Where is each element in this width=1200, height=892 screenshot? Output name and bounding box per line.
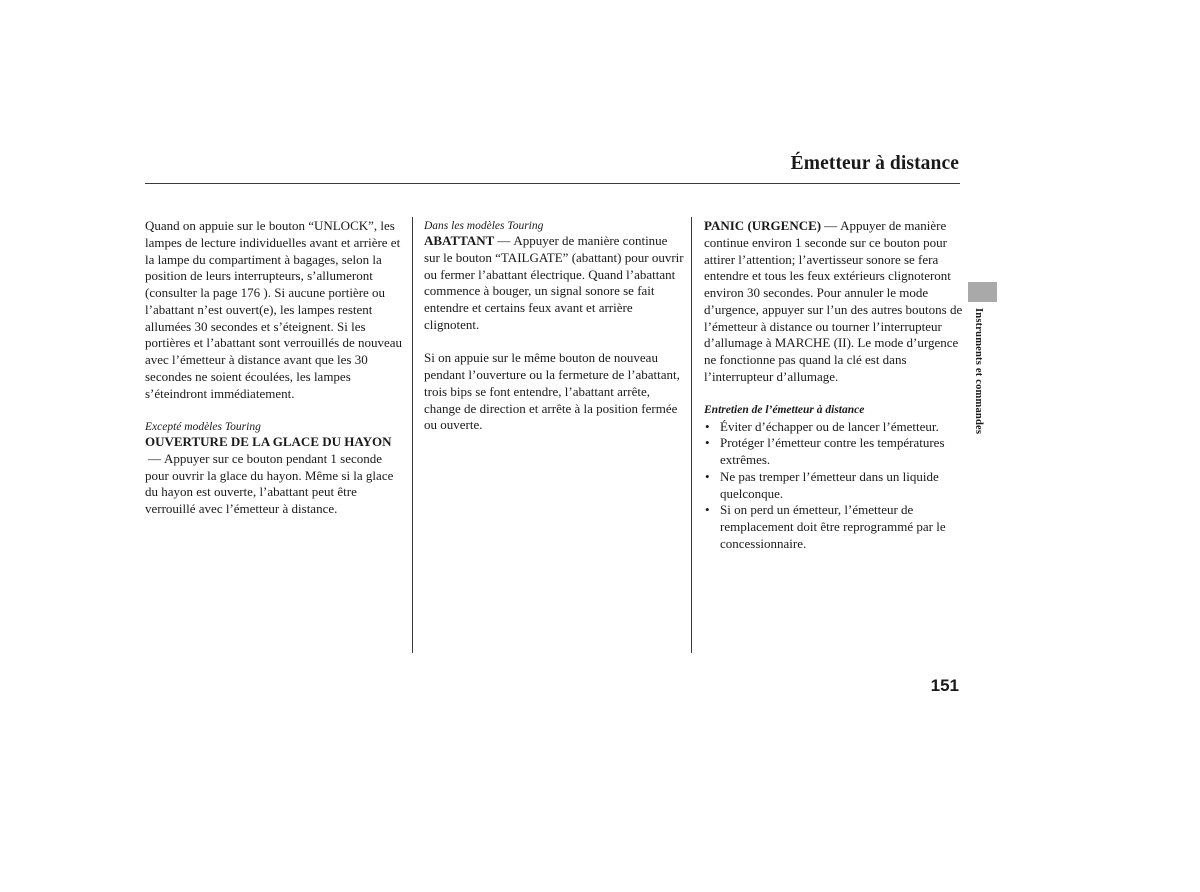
bullet-icon: • — [705, 468, 710, 484]
list-item — [704, 435, 966, 469]
panic-section — [704, 218, 966, 386]
em-dash: — — [148, 450, 161, 466]
model-caption-except-touring: Excepté modèles Touring — [145, 421, 261, 433]
paragraph-spacer — [145, 402, 407, 419]
tailgate-term: ABATTANT — [424, 233, 495, 248]
column-divider-1 — [412, 217, 413, 653]
panic-body: Appuyer de manière continue environ 1 seconde sur ce bouton pour attirer l’attention; l’avertisseur sonore se fera entendre et tous les feux extérieurs clignoteront environ 30 secondes. Pour annuler le mode d’urgence, appuyer sur l’un des autres boutons de l’émetteur à distance ou tourner l’interrupteur d’allumage à MARCHE (II). Le mode d’urgence ne fonctionne pas quand la clé est dans l’interrupteur d’allumage. — [704, 218, 963, 384]
tailgate-body: Appuyer de manière continue sur le bouton “TAILGATE” (abattant) pour ouvrir ou fermer l’abattant électrique. Quand l’abattant commence à bouger, un signal sonore se fait entendre et certains feux avant et arrière clignotent. — [424, 233, 684, 332]
unlock-paragraph: Quand on appuie sur le bouton “UNLOCK”, les lampes de lecture individuelles avant et arrière et la lampe du compartiment à bagages, selon la position de leurs interrupteurs, s’allumeront (consulter la page 176 ). Si aucune portière ou l’abattant n’est ouvert(e), les lampes restent allumées 30 secondes et s’éteignent. Si les portières et l’abattant sont verrouillés de nouveau avec l’émetteur à distance avant que les 30 secondes ne soient écoulées, les lampes s’éteindront immédiatement. — [145, 218, 403, 401]
panic-term: PANIC (URGENCE) — [704, 218, 822, 233]
column-right — [704, 218, 966, 553]
maintenance-list — [704, 419, 966, 553]
section-tab-marker — [968, 282, 997, 302]
list-item — [704, 419, 966, 436]
list-item-text: Protéger l’émetteur contre les températures extrêmes. — [720, 435, 945, 467]
maintenance-subheading: Entretien de l’émetteur à distance — [704, 403, 865, 416]
column-left — [145, 218, 407, 518]
bullet-icon: • — [705, 435, 710, 451]
tailgate-reverse-paragraph: Si on appuie sur le même bouton de nouveau pendant l’ouverture ou la fermeture de l’abattant, trois bips se font entendre, l’abattant arrête, change de direction et arrête à la position fermée ou ouverte. — [424, 350, 680, 433]
list-item — [704, 469, 966, 503]
model-caption-touring: Dans les modèles Touring — [424, 220, 544, 232]
list-item-text: Ne pas tremper l’émetteur dans un liquide quelconque. — [720, 468, 939, 501]
page-number: 151 — [930, 676, 959, 695]
bullet-icon: • — [705, 418, 710, 434]
list-item-text: Si on perd un émetteur, l’émetteur de remplacement doit être reprogrammé par le concessionnaire. — [720, 502, 946, 551]
bullet-icon: • — [705, 502, 710, 518]
hatch-glass-body: Appuyer sur ce bouton pendant 1 seconde pour ouvrir la glace du hayon. Même si la glace du hayon est ouverte, l’abattant peut être verrouillé avec l’émetteur à distance. — [145, 450, 394, 516]
title-divider — [145, 183, 960, 184]
hatch-glass-term: OUVERTURE DE LA GLACE DU HAYON — [145, 434, 392, 449]
tailgate-section — [424, 233, 686, 334]
hatch-glass-section — [145, 434, 407, 518]
em-dash: — — [824, 218, 838, 233]
column-divider-2 — [691, 217, 692, 653]
page-title: Émetteur à distance — [790, 153, 959, 174]
column-middle — [424, 218, 686, 434]
em-dash: — — [497, 233, 511, 248]
section-side-label: Instruments et commandes — [973, 308, 984, 435]
list-item-text: Éviter d’échapper ou de lancer l’émetteur. — [720, 418, 939, 434]
paragraph-spacer — [424, 334, 686, 351]
list-item — [704, 502, 966, 552]
